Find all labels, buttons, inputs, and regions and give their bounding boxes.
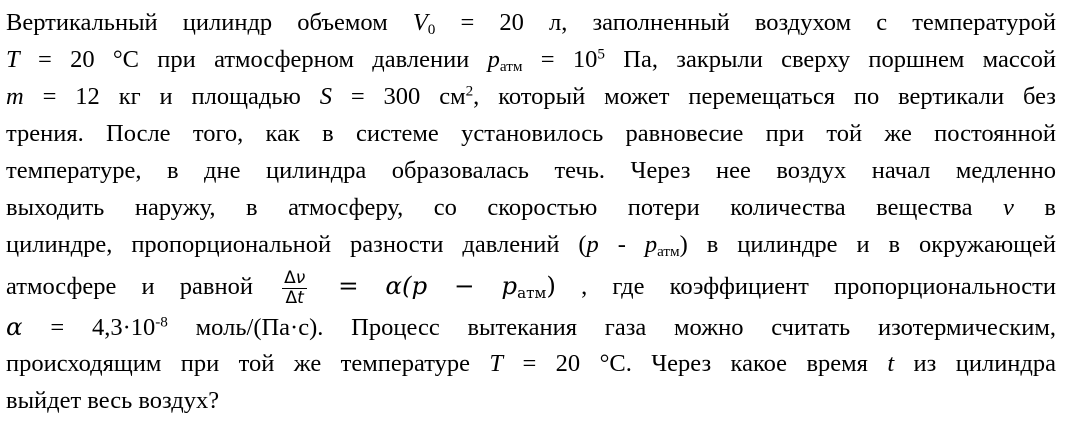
text-line-6 [6, 189, 1056, 226]
pressure-symbol: p [487, 46, 500, 73]
fraction-numerator [282, 267, 307, 289]
temperature-symbol: T [6, 46, 20, 73]
text-segment: - [598, 231, 645, 258]
text-line-1 [6, 4, 1056, 41]
text-segment: Па, закрыли сверху поршнем массой [605, 46, 1056, 73]
text-segment: ) в цилиндре и в окружающей [679, 231, 1056, 258]
pressure-subscript: атм [517, 283, 547, 302]
text-segment: , который может перемещаться по вертикали без [473, 83, 1056, 110]
text-segment: атмосфере и равной [6, 273, 279, 300]
text-segment: происходящим при той же температуре [6, 350, 490, 377]
volume-subscript: 0 [427, 20, 436, 38]
text-segment: = 300 см [331, 83, 466, 110]
text-line-11: выйдет весь воздух? [6, 387, 220, 414]
volume-symbol: V [412, 9, 428, 36]
pressure-symbol: p [644, 231, 658, 258]
equation-close: ) [546, 271, 556, 300]
text-segment: из цилиндра [894, 350, 1057, 377]
text-line-5: температуре, в дне цилиндра образовалась течь. Через нее воздух начал медленно [6, 157, 1056, 184]
rate-equation [311, 271, 556, 300]
text-segment: = 20 °С. Через какое время [503, 350, 888, 377]
amount-symbol: ν [1003, 194, 1014, 221]
text-segment: = 12 кг и площадью [23, 83, 320, 110]
amount-symbol: ν [295, 267, 306, 288]
text-line-7 [6, 226, 1056, 263]
equation-body: = α(p − p [311, 271, 518, 300]
text-segment: = 20 °С при атмосферном давлении [19, 46, 488, 73]
text-segment: = 4,3·10 [22, 314, 156, 341]
pressure-symbol: p [586, 231, 599, 258]
text-line-8 [6, 263, 1056, 308]
delta-symbol: Δ [285, 287, 298, 308]
text-line-9 [6, 308, 1056, 345]
rate-fraction [282, 267, 307, 308]
time-symbol: t [297, 287, 304, 308]
fraction-denominator [282, 289, 307, 307]
text-line-4: трения. После того, как в системе установилось равновесие при той же постоянной [6, 120, 1056, 147]
delta-symbol: Δ [284, 267, 296, 288]
text-segment: Вертикальный цилиндр объемом [6, 9, 413, 36]
time-symbol: t [887, 350, 895, 377]
area-symbol: S [319, 83, 332, 110]
problem-text [6, 4, 1056, 419]
alpha-symbol: α [6, 312, 23, 341]
area-exponent: 2 [465, 82, 474, 100]
text-segment: моль/(Па·с). Процесс вытекания газа можно считать изотермическим, [167, 314, 1056, 341]
text-segment: , где коэффициент пропорциональности [555, 273, 1056, 300]
pressure-exponent: 5 [597, 45, 605, 63]
text-line-10 [6, 345, 1056, 382]
pressure-subscript: атм [499, 57, 523, 75]
pressure-subscript: атм [657, 242, 680, 260]
temperature-symbol: T [489, 350, 504, 377]
text-segment: цилиндре, пропорциональной разности давлений ( [6, 231, 587, 258]
mass-symbol: m [6, 83, 24, 110]
text-line-3 [6, 78, 1056, 115]
text-segment: в [1013, 194, 1056, 221]
text-line-2 [6, 41, 1056, 78]
text-segment: = 10 [522, 46, 598, 73]
text-segment: = 20 л, заполненный воздухом с температурой [435, 9, 1056, 36]
alpha-exponent: -8 [155, 313, 168, 331]
text-segment: выходить наружу, в атмосферу, со скоростью потери количества вещества [6, 194, 1004, 221]
